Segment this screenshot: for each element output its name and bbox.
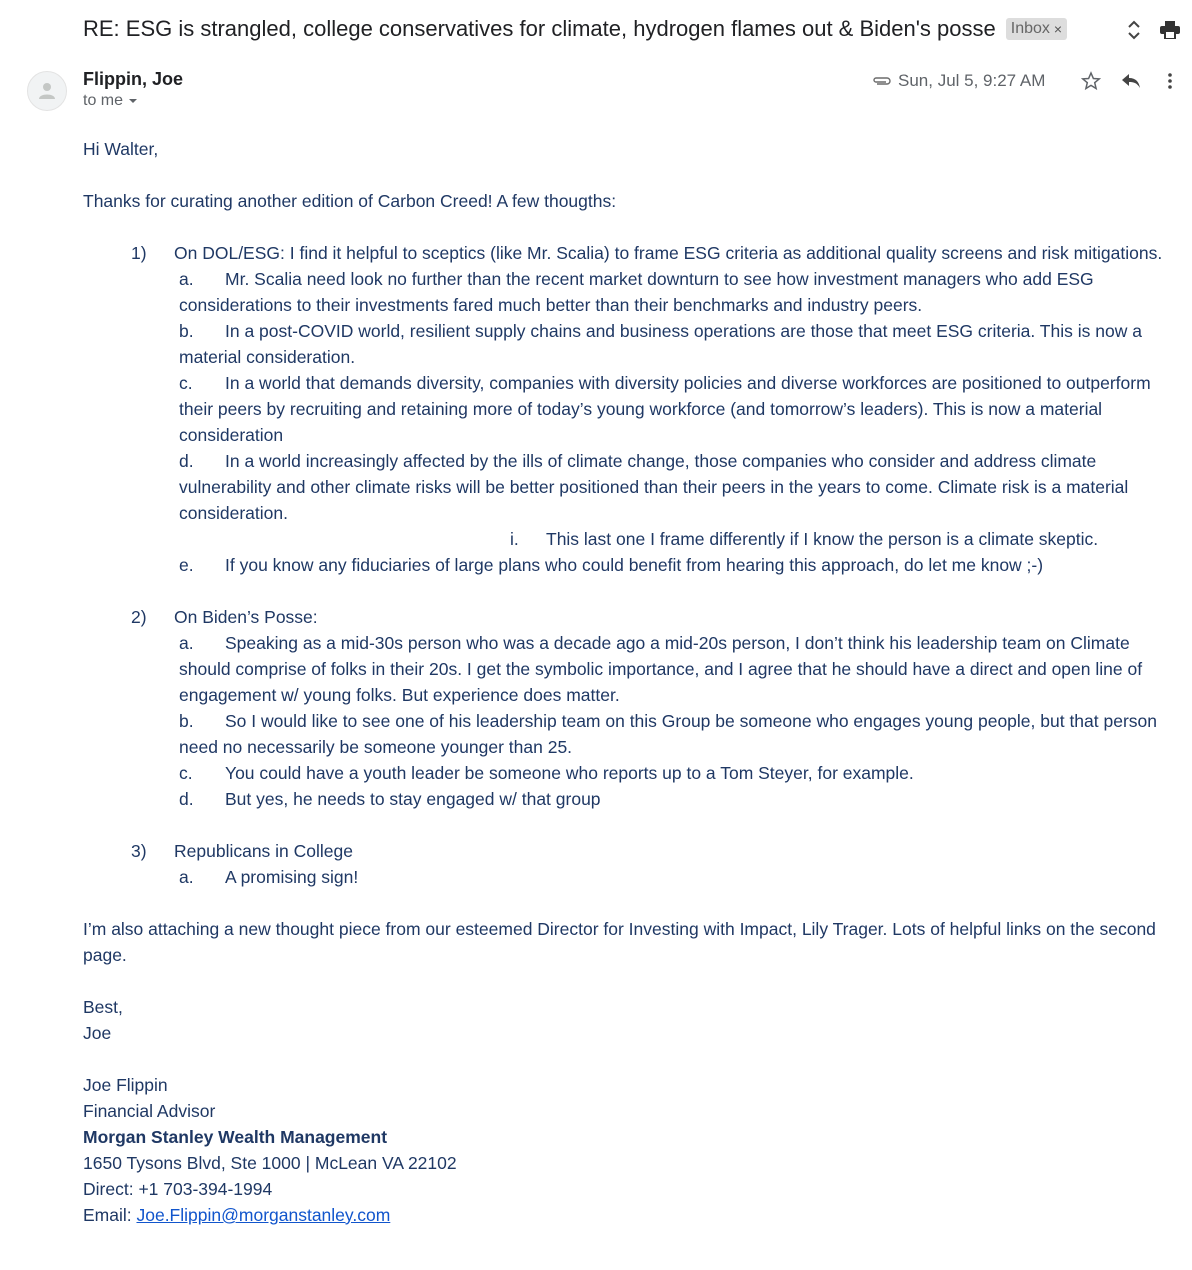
email-link[interactable]: Joe.Flippin@morganstanley.com xyxy=(136,1205,391,1225)
sub-sub-list-item xyxy=(83,526,1183,552)
list-marker: d. xyxy=(179,789,194,809)
sender-name[interactable]: Flippin, Joe xyxy=(83,69,184,89)
person-icon xyxy=(37,81,57,101)
list-marker: a. xyxy=(179,867,194,887)
sub-list-item xyxy=(83,448,1183,526)
sub-list-item xyxy=(83,318,1183,370)
paperclip-icon xyxy=(872,75,892,87)
list-item-text: Mr. Scalia need look no further than the recent market downturn to see how investment managers who add ESG considerations to their investments fared much better than their benchmarks and industry peers. xyxy=(179,269,1094,315)
signature-company: Morgan Stanley Wealth Management xyxy=(83,1127,388,1147)
sub-list-item xyxy=(83,760,1183,786)
intro-paragraph: Thanks for curating another edition of Carbon Creed! A few thougths: xyxy=(83,191,617,211)
sub-list-item xyxy=(83,864,1183,890)
list-marker: a. xyxy=(179,633,194,653)
sub-list-item xyxy=(83,266,1183,318)
list-item-text: This last one I frame differently if I know the person is a climate skeptic. xyxy=(546,529,1099,549)
sub-list-item xyxy=(83,786,1183,812)
closing-name: Joe xyxy=(83,1023,112,1043)
unfold-icon[interactable] xyxy=(1122,18,1146,42)
print-icon[interactable] xyxy=(1158,18,1182,42)
message-meta xyxy=(872,69,1045,93)
list-item-text: If you know any fiduciaries of large plans who could benefit from hearing this approach, do let me know ;-) xyxy=(225,555,1044,575)
list-marker: 1) xyxy=(131,243,147,263)
remove-label-button[interactable]: × xyxy=(1053,21,1063,37)
list-marker: a. xyxy=(179,269,194,289)
signature-address: 1650 Tysons Blvd, Ste 1000 | McLean VA 22102 xyxy=(83,1153,457,1173)
more-vert-icon[interactable] xyxy=(1158,69,1182,93)
list-item-text: You could have a youth leader be someone who reports up to a Tom Steyer, for example. xyxy=(225,763,914,783)
recipient-text: to me xyxy=(83,92,124,109)
list-marker: e. xyxy=(179,555,194,575)
list-marker: c. xyxy=(179,373,193,393)
sub-list-item xyxy=(83,630,1183,708)
chevron-down-icon[interactable] xyxy=(129,99,137,103)
email-label: Email: xyxy=(83,1205,137,1225)
list-item-text: On Biden’s Posse: xyxy=(174,607,318,627)
subject-bar xyxy=(83,12,1192,46)
message-body xyxy=(83,136,1183,1228)
direct-phone: +1 703-394-1994 xyxy=(138,1179,273,1199)
list-item-text: Speaking as a mid-30s person who was a decade ago a mid-20s person, I don’t think his leadership team on Climate should comprise of folks in their 20s. I get the symbolic importance, and I agree that he should have a direct and open line of engagement w/ young folks. But experience does matter. xyxy=(179,633,1143,705)
signature-title: Financial Advisor xyxy=(83,1101,216,1121)
greeting: Hi Walter, xyxy=(83,139,159,159)
list-marker: d. xyxy=(179,451,194,471)
list-item-text: In a world that demands diversity, companies with diversity policies and diverse workforces are positioned to outperform their peers by recruiting and retaining more of today’s young workforce (and tomorrow’s leaders). This is now a material consideration xyxy=(179,373,1151,445)
email-subject: RE: ESG is strangled, college conservatives for climate, hydrogen flames out & Biden's posse xyxy=(83,16,996,41)
signature-direct xyxy=(83,1176,1183,1202)
list-marker: b. xyxy=(179,321,194,341)
closing: Best, xyxy=(83,997,123,1017)
avatar[interactable] xyxy=(27,71,67,111)
sub-list-item xyxy=(83,552,1183,578)
list-marker: c. xyxy=(179,763,193,783)
list-item-text: On DOL/ESG: I find it helpful to sceptics (like Mr. Scalia) to frame ESG criteria as additional quality screens and risk mitigations. xyxy=(174,243,1163,263)
star-icon[interactable] xyxy=(1079,69,1103,93)
list-marker: b. xyxy=(179,711,194,731)
list-marker: 3) xyxy=(131,841,147,861)
list-item-text: In a world increasingly affected by the ills of climate change, those companies who consider and address climate vulnerability and other climate risks will be better positioned than their peers in the years to come. Climate risk is a material consideration. xyxy=(179,451,1129,523)
list-item xyxy=(83,838,1183,864)
message-date: Sun, Jul 5, 9:27 AM xyxy=(898,71,1046,90)
list-marker: i. xyxy=(510,529,519,549)
list-item-text: In a post-COVID world, resilient supply chains and business operations are those that meet ESG criteria. This is now a material consideration. xyxy=(179,321,1142,367)
inbox-label[interactable] xyxy=(1006,18,1067,40)
list-item xyxy=(83,604,1183,630)
list-item-text: A promising sign! xyxy=(225,867,359,887)
list-item-text: So I would like to see one of his leadership team on this Group be someone who engages young people, but that person need no necessarily be someone younger than 25. xyxy=(179,711,1158,757)
list-item-text: Republicans in College xyxy=(174,841,353,861)
sub-list-item xyxy=(83,370,1183,448)
list-item-text: But yes, he needs to stay engaged w/ that group xyxy=(225,789,601,809)
list-marker: 2) xyxy=(131,607,147,627)
recipient-summary[interactable] xyxy=(83,92,137,110)
reply-icon[interactable] xyxy=(1119,69,1143,93)
sub-list-item xyxy=(83,708,1183,760)
direct-label: Direct: xyxy=(83,1179,139,1199)
attachment-note: I’m also attaching a new thought piece from our esteemed Director for Investing with Impact, Lily Trager. Lots of helpful links on the second page. xyxy=(83,919,1156,965)
inbox-label-text: Inbox xyxy=(1010,20,1050,37)
list-item xyxy=(83,240,1183,266)
signature-name: Joe Flippin xyxy=(83,1075,168,1095)
signature-email xyxy=(83,1202,1183,1228)
signature xyxy=(83,1072,1183,1228)
